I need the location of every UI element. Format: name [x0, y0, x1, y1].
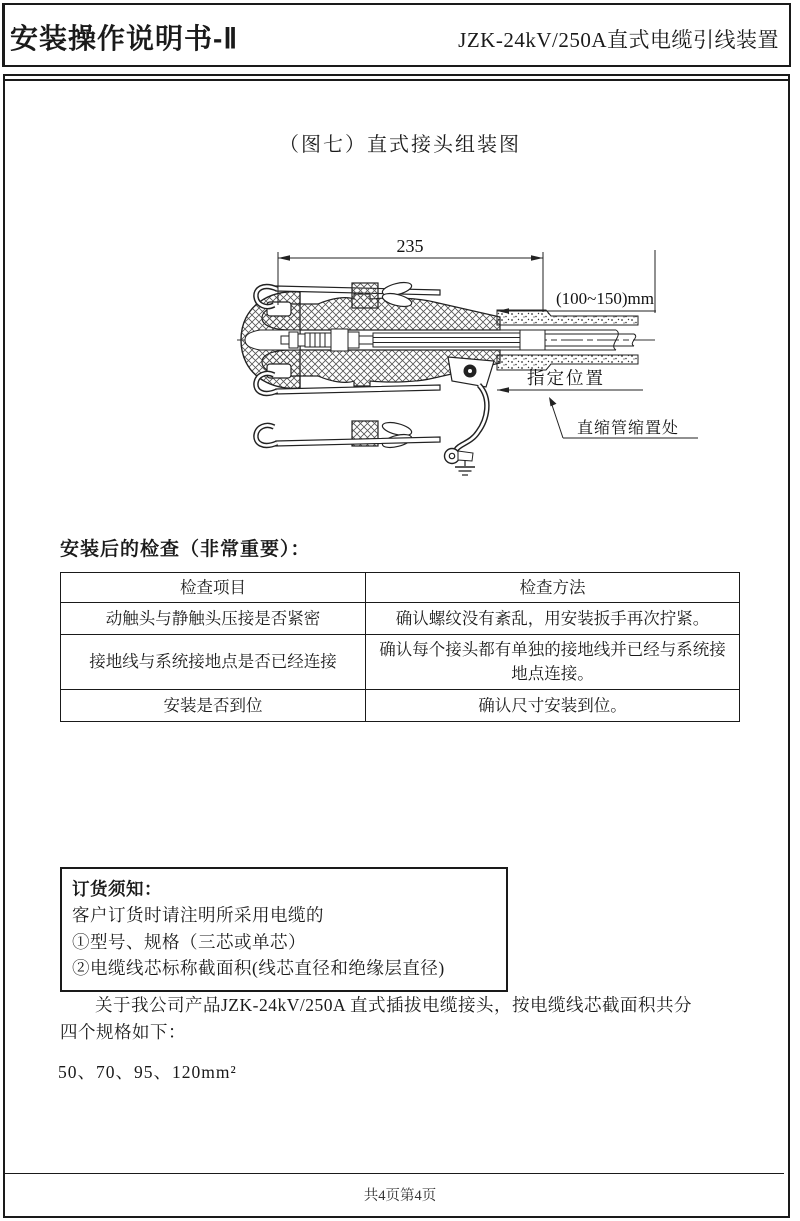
- table-row: [61, 603, 740, 635]
- upper-wing-nut: [352, 283, 378, 308]
- position-arrowhead: [497, 387, 509, 393]
- page-number: 共4页第4页: [363, 1188, 437, 1204]
- order-notice-title: 订货须知：: [72, 879, 162, 899]
- tube-leader-diagonal: [551, 402, 563, 438]
- check-method: 确认螺纹没有紊乱，用安装扳手再次拧紧。: [366, 603, 740, 635]
- tube-label-text: 直缩管缩置处: [577, 420, 680, 437]
- check-item: 动触头与静触头压接是否紧密: [61, 603, 366, 635]
- order-notice-box: [60, 867, 508, 992]
- product-note-line-2: 四个规格如下：: [60, 1022, 186, 1043]
- check-method: 确认每个接头都有单独的接地线并已经与系统接地点连接。: [366, 635, 740, 690]
- check-method: 确认尺寸安装到位。: [366, 690, 740, 722]
- position-label-text: 指定位置: [527, 368, 605, 388]
- ring-terminal-tab: [458, 451, 473, 461]
- clamp-bolt-center: [468, 369, 472, 373]
- table-header-row: [61, 573, 740, 603]
- table-row: [61, 635, 740, 690]
- label-shrink-tube: [549, 397, 698, 438]
- product-title: JZK-24kV/250A直式电缆引线装置: [458, 28, 779, 52]
- ring-terminal: [445, 449, 460, 464]
- check-item: 安装是否到位: [61, 690, 366, 722]
- table-row: [61, 690, 740, 722]
- inspection-heading: 安装后的检查（非常重要）：: [60, 539, 311, 560]
- manual-title: 安装操作说明书-Ⅱ: [10, 23, 239, 54]
- product-note-line-1: 关于我公司产品JZK-24kV/250A 直式插拔电缆接头，按电缆线芯截面积共分: [95, 995, 693, 1015]
- arrowhead-right: [531, 255, 543, 261]
- col-header-item: 检查项目: [61, 573, 366, 603]
- order-notice-item-2: ②电缆线芯标称截面积(线芯直径和绝缘层直径): [72, 957, 445, 978]
- check-item: 接地线与系统接地点是否已经连接: [61, 635, 366, 690]
- ground-assembly: [445, 357, 495, 475]
- arrowhead-left: [278, 255, 290, 261]
- order-notice-item-1: ①型号、规格（三芯或单芯）: [72, 931, 306, 952]
- joint-assembly-diagram: [0, 210, 800, 510]
- double-rule: [5, 79, 788, 81]
- footer-rule: [5, 1173, 784, 1174]
- label-designated-position: [497, 368, 643, 393]
- dim-peel-text: (100~150)mm: [556, 289, 654, 308]
- inspection-table: [60, 572, 740, 722]
- spec-sizes: 50、70、95、120mm²: [58, 1062, 237, 1082]
- page-header: [2, 3, 791, 67]
- dim-235-text: 235: [396, 236, 424, 256]
- tube-arrowhead: [549, 397, 557, 406]
- cable-sheath-upper: [497, 310, 638, 325]
- earth-symbol: [455, 461, 475, 475]
- col-header-method: 检查方法: [366, 573, 740, 603]
- product-note: [60, 992, 755, 1046]
- figure-caption: （图七）直式接头组装图: [279, 134, 521, 156]
- dimension-peel: [497, 250, 656, 314]
- contact-pin-assembly: [281, 329, 545, 351]
- order-notice-line: 客户订货时请注明所采用电缆的: [72, 905, 324, 926]
